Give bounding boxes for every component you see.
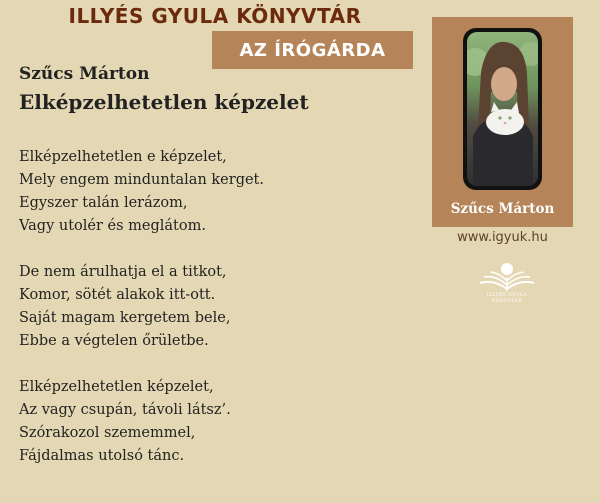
poem-author: Szűcs Márton [19, 64, 150, 84]
poem-line: Elképzelhetetlen képzelet, [19, 379, 214, 395]
poem-title: Elképzelhetetlen képzelet [19, 90, 309, 114]
author-card-caption: Szűcs Márton [450, 201, 555, 217]
author-photo-icon [467, 32, 538, 186]
section-banner: AZ ÍRÓGÁRDA [212, 31, 413, 69]
website-link[interactable]: www.igyuk.hu [457, 230, 548, 245]
library-title: ILLYÉS GYULA KÖNYVTÁR [68, 4, 362, 28]
stanza-1 [19, 146, 409, 238]
poem-line: Vagy utolér és meglátom. [19, 218, 206, 234]
author-card [432, 17, 573, 227]
poem-line: Mely engem minduntalan kerget. [19, 172, 264, 188]
author-photo [467, 32, 538, 186]
poem-line: Fájdalmas utolsó tánc. [19, 448, 185, 464]
poem-line: Ebbe a végtelen őrületbe. [19, 333, 209, 349]
stanza-3 [19, 376, 409, 468]
poem-line: Egyszer talán lerázom, [19, 195, 188, 211]
poem-line: De nem árulhatja el a titkot, [19, 264, 227, 280]
poem-body [19, 146, 409, 491]
logo-text-line-2: KÖNYVTÁR [491, 299, 523, 304]
logo-text-line-1: ILLYÉS GYULA [486, 293, 528, 298]
poem-line: Komor, sötét alakok itt-ott. [19, 287, 216, 303]
open-book-sunrise-icon [474, 259, 540, 293]
poem-line: Elképzelhetetlen e képzelet, [19, 149, 227, 165]
poem-line: Az vagy csupán, távoli látsz’. [19, 402, 231, 418]
poem-line: Saját magam kergetem bele, [19, 310, 231, 326]
phone-frame [463, 28, 542, 190]
library-logo [474, 259, 540, 311]
poem-line: Szórakozol szememmel, [19, 425, 196, 441]
stanza-2 [19, 261, 409, 353]
